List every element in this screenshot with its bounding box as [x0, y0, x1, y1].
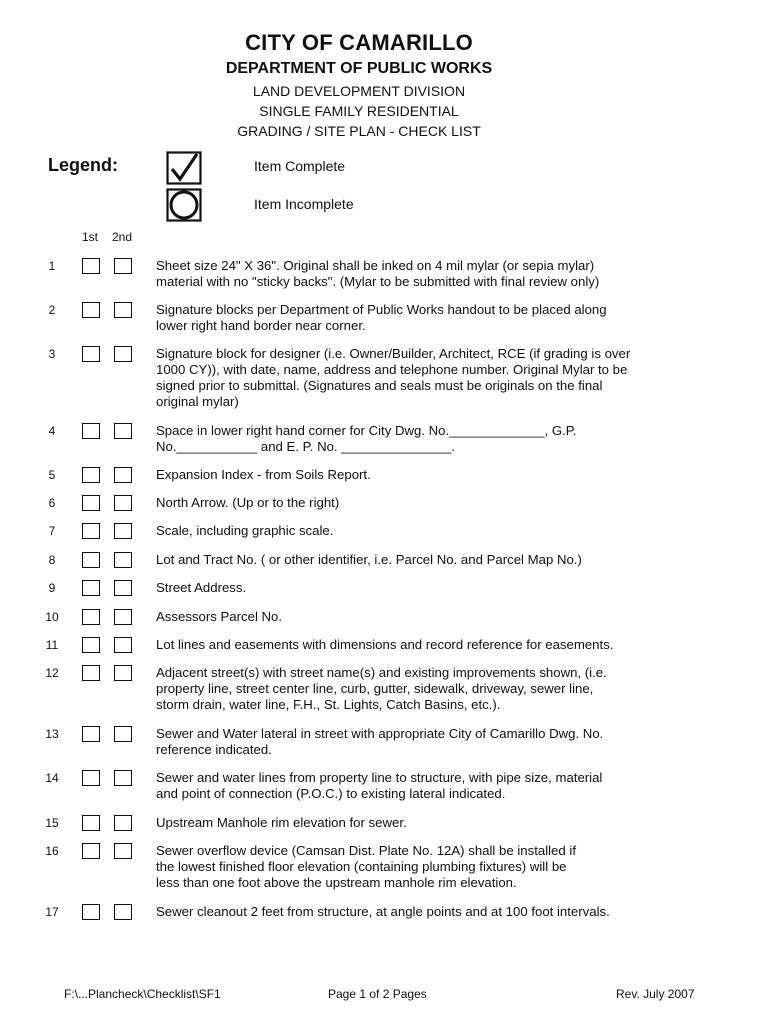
first-check-box[interactable] — [82, 467, 100, 483]
second-check-box[interactable] — [114, 552, 132, 568]
first-check-box[interactable] — [82, 665, 100, 681]
item-text: Signature blocks per Department of Public Works handout to be placed along lower right hand border near corner. — [156, 302, 607, 333]
second-check-box[interactable] — [114, 637, 132, 653]
item-number: 13 — [45, 727, 59, 741]
column-header-second: 2nd — [112, 230, 133, 244]
second-check-box[interactable] — [114, 726, 132, 742]
second-check-box[interactable] — [114, 258, 132, 274]
item-number: 14 — [45, 771, 59, 785]
second-check-box[interactable] — [114, 904, 132, 920]
item-text: Sewer cleanout 2 feet from structure, at angle points and at 100 foot intervals. — [156, 904, 610, 919]
circle-box-icon — [166, 188, 202, 222]
checkmark-box-icon — [166, 151, 202, 185]
footer-revision: Rev. July 2007 — [616, 987, 695, 1001]
item-number: 9 — [48, 581, 56, 595]
footer-file-path: F:\...Plancheck\Checklist\SF1 — [64, 987, 221, 1001]
first-check-box[interactable] — [82, 637, 100, 653]
first-check-box[interactable] — [82, 770, 100, 786]
first-check-box[interactable] — [82, 258, 100, 274]
first-check-box[interactable] — [82, 302, 100, 318]
first-check-box[interactable] — [82, 904, 100, 920]
first-check-box[interactable] — [82, 423, 100, 439]
item-text: Signature block for designer (i.e. Owner/Builder, Architect, RCE (if grading is over 1000 CY)), with date, name, address and telephone number. Original Mylar to be signed prior to submittal. (Signatures and seals must be originals on the final original mylar) — [156, 346, 631, 409]
item-number: 11 — [45, 638, 59, 652]
form-title: GRADING / SITE PLAN - CHECK LIST — [237, 123, 481, 139]
item-text: Assessors Parcel No. — [156, 609, 283, 624]
item-text: North Arrow. (Up or to the right) — [156, 495, 340, 510]
second-check-box[interactable] — [114, 665, 132, 681]
division-title: LAND DEVELOPMENT DIVISION — [252, 83, 466, 99]
item-text: Scale, including graphic scale. — [156, 523, 334, 538]
legend-complete-label: Item Complete — [254, 158, 346, 174]
item-text: Upstream Manhole rim elevation for sewer. — [156, 815, 407, 830]
item-number: 6 — [48, 496, 56, 510]
column-header-first: 1st — [82, 230, 99, 244]
first-check-box[interactable] — [82, 523, 100, 539]
legend-title: Legend: — [48, 155, 118, 175]
item-number: 10 — [45, 610, 59, 624]
item-text: Space in lower right hand corner for City Dwg. No._____________, G.P. No.___________ and E. P. No. _______________. — [156, 423, 577, 454]
item-text: Expansion Index - from Soils Report. — [156, 467, 371, 482]
first-check-box[interactable] — [82, 726, 100, 742]
item-number: 2 — [48, 303, 56, 317]
second-check-box[interactable] — [114, 523, 132, 539]
second-check-box[interactable] — [114, 495, 132, 511]
first-check-box[interactable] — [82, 580, 100, 596]
second-check-box[interactable] — [114, 815, 132, 831]
item-text: Sewer and water lines from property line to structure, with pipe size, material and point of connection (P.O.C.) to existing lateral indicated. — [156, 770, 603, 801]
second-check-box[interactable] — [114, 580, 132, 596]
first-check-box[interactable] — [82, 815, 100, 831]
item-number: 16 — [45, 844, 59, 858]
item-number: 4 — [48, 424, 56, 438]
item-number: 8 — [48, 553, 56, 567]
second-check-box[interactable] — [114, 609, 132, 625]
second-check-box[interactable] — [114, 770, 132, 786]
item-number: 3 — [48, 347, 56, 361]
item-number: 5 — [48, 468, 56, 482]
item-number: 15 — [45, 816, 59, 830]
item-number: 7 — [48, 524, 56, 538]
item-text: Sewer and Water lateral in street with appropriate City of Camarillo Dwg. No. reference indicated. — [156, 726, 604, 757]
second-check-box[interactable] — [114, 302, 132, 318]
item-text: Sewer overflow device (Camsan Dist. Plate No. 12A) shall be installed if the lowest finished floor elevation (containing plumbing fixtures) will be less than one foot above the upstream manhole rim elevation. — [156, 843, 576, 890]
item-text: Adjacent street(s) with street name(s) and existing improvements shown, (i.e. property line, street center line, curb, gutter, sidewalk, driveway, sewer line, storm drain, water line, F.H., St. Lights, Catch Basins, etc.). — [156, 665, 607, 712]
item-text: Lot and Tract No. ( or other identifier, i.e. Parcel No. and Parcel Map No.) — [156, 552, 582, 567]
item-number: 12 — [45, 666, 59, 680]
second-check-box[interactable] — [114, 843, 132, 859]
footer-page-number: Page 1 of 2 Pages — [328, 987, 427, 1001]
second-check-box[interactable] — [114, 346, 132, 362]
department-title: DEPARTMENT OF PUBLIC WORKS — [225, 60, 493, 77]
first-check-box[interactable] — [82, 495, 100, 511]
second-check-box[interactable] — [114, 467, 132, 483]
item-number: 1 — [48, 259, 56, 273]
legend-incomplete-label: Item Incomplete — [254, 196, 354, 212]
second-check-box[interactable] — [114, 423, 132, 439]
first-check-box[interactable] — [82, 346, 100, 362]
item-text: Sheet size 24" X 36". Original shall be inked on 4 mil mylar (or sepia mylar) material with no "sticky backs". (Mylar to be submitted with final review only) — [156, 258, 600, 289]
city-title: CITY OF CAMARILLO — [245, 30, 473, 55]
item-text: Street Address. — [156, 580, 247, 595]
first-check-box[interactable] — [82, 609, 100, 625]
first-check-box[interactable] — [82, 843, 100, 859]
first-check-box[interactable] — [82, 552, 100, 568]
category-title: SINGLE FAMILY RESIDENTIAL — [259, 103, 459, 119]
item-number: 17 — [45, 905, 59, 919]
item-text: Lot lines and easements with dimensions and record reference for easements. — [156, 637, 614, 652]
